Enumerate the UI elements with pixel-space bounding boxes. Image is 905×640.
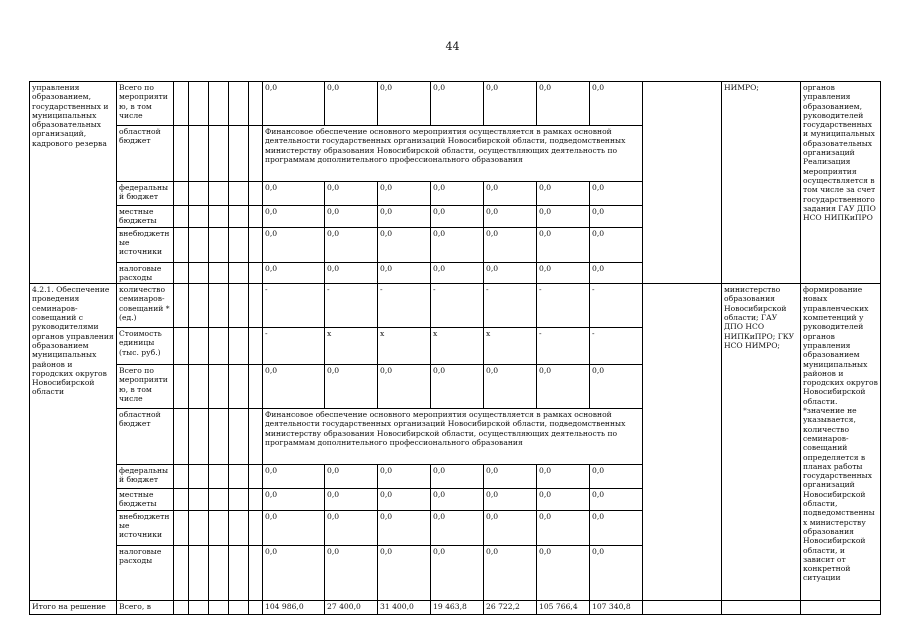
value-cell: - [537, 284, 590, 328]
blank-cell [174, 182, 189, 206]
value-cell: 0,0 [431, 489, 484, 511]
funding-source-label: местные бюджеты [117, 489, 174, 511]
blank-cell [229, 545, 249, 600]
blank-cell [229, 284, 249, 328]
funding-source-label: областной бюджет [117, 126, 174, 182]
blank-cell [189, 227, 209, 262]
table-row [30, 82, 881, 126]
program-table [29, 81, 881, 615]
value-cell: 0,0 [484, 510, 537, 545]
blank-cell [189, 182, 209, 206]
executor-cell: НИМРО; [722, 82, 801, 284]
value-cell: 0,0 [263, 365, 325, 409]
value-cell: - [484, 284, 537, 328]
total-value: 104 986,0 [263, 600, 325, 614]
blank-cell [229, 206, 249, 228]
funding-source-label: Всего по мероприятию, в том числе [117, 365, 174, 409]
value-cell: - [263, 284, 325, 328]
blank-cell [174, 262, 189, 284]
funding-source-label: областной бюджет [117, 409, 174, 465]
blank-cell [174, 365, 189, 409]
blank-cell [249, 545, 263, 600]
value-cell: - [263, 328, 325, 365]
blank-cell [249, 284, 263, 328]
funding-source-label: местные бюджеты [117, 206, 174, 228]
funding-note: Финансовое обеспечение основного мероприятия осуществляется в рамках основной деятельности государственных организаций Новосибирской области, подведомственных министерству образования Новосибирской области, осуществляющих деятельность по программам дополнительного профессионального образования [263, 126, 643, 182]
blank-cell [209, 465, 229, 489]
value-cell: 0,0 [590, 545, 643, 600]
blank-cell [229, 328, 249, 365]
value-cell: 0,0 [484, 227, 537, 262]
value-cell: 0,0 [590, 510, 643, 545]
value-cell: 0,0 [325, 262, 378, 284]
blank-cell [174, 82, 189, 126]
blank-cell [249, 82, 263, 126]
value-cell: 0,0 [590, 182, 643, 206]
value-cell: 0,0 [378, 489, 431, 511]
value-cell: 0,0 [537, 182, 590, 206]
blank-cell [209, 284, 229, 328]
value-cell: 0,0 [263, 227, 325, 262]
value-cell: 0,0 [484, 365, 537, 409]
value-cell: 0,0 [263, 545, 325, 600]
value-cell: 0,0 [431, 510, 484, 545]
blank-cell [229, 182, 249, 206]
value-cell: 0,0 [537, 365, 590, 409]
value-cell: 0,0 [263, 262, 325, 284]
value-cell: 0,0 [378, 365, 431, 409]
blank-cell [174, 409, 189, 465]
blank-cell [174, 126, 189, 182]
value-cell: - [537, 328, 590, 365]
value-cell: - [378, 284, 431, 328]
blank-cell [801, 600, 881, 614]
value-cell: 0,0 [378, 510, 431, 545]
value-cell: 0,0 [590, 365, 643, 409]
blank-cell [249, 262, 263, 284]
blank-cell [249, 365, 263, 409]
value-cell: - [431, 284, 484, 328]
value-cell: 0,0 [325, 465, 378, 489]
blank-cell [229, 600, 249, 614]
value-cell: 0,0 [484, 182, 537, 206]
value-cell: - [325, 284, 378, 328]
blank-cell [209, 365, 229, 409]
value-cell: 0,0 [431, 206, 484, 228]
value-cell: 0,0 [378, 545, 431, 600]
value-cell: 0,0 [484, 82, 537, 126]
value-cell: 0,0 [431, 227, 484, 262]
total-label: Всего, в [117, 600, 174, 614]
value-cell: 0,0 [431, 365, 484, 409]
blank-cell [209, 600, 229, 614]
blank-cell [249, 182, 263, 206]
value-cell: 0,0 [484, 206, 537, 228]
measure-name-cell: 4.2.1. Обеспечение проведения семинаров-совещаний с руководителями органов управления образованием муниципальных районов и городских округов Новосибирской области [30, 284, 117, 601]
blank-cell [229, 409, 249, 465]
funding-source-label: налоговые расходы [117, 545, 174, 600]
funding-source-label: Стоимость единицы (тыс. руб.) [117, 328, 174, 365]
table-body [30, 82, 881, 615]
blank-cell [209, 182, 229, 206]
value-cell: 0,0 [590, 262, 643, 284]
total-value: 31 400,0 [378, 600, 431, 614]
value-cell: 0,0 [484, 489, 537, 511]
blank-cell [209, 206, 229, 228]
blank-cell [249, 465, 263, 489]
funding-source-label: количество семинаров-совещаний *(ед.) [117, 284, 174, 328]
value-cell: - [590, 328, 643, 365]
blank-cell [643, 82, 722, 284]
result-cell: формирование новых управленческих компетенций у руководителей органов управления образованием муниципальных районов и городских округов Новосибирской области. *значение не указывается, количество семинаров-совещаний определяется в планах работы государственных организаций Новосибирской области, подведомственных министерству образования Новосибирской области, и зависит от конкретной ситуации [801, 284, 881, 601]
blank-cell [249, 206, 263, 228]
funding-source-label: внебюджетные источники [117, 510, 174, 545]
blank-cell [249, 227, 263, 262]
value-cell: 0,0 [537, 262, 590, 284]
blank-cell [189, 328, 209, 365]
value-cell: 0,0 [537, 465, 590, 489]
value-cell: 0,0 [325, 545, 378, 600]
blank-cell [229, 489, 249, 511]
blank-cell [174, 227, 189, 262]
value-cell: 0,0 [263, 465, 325, 489]
value-cell: 0,0 [590, 465, 643, 489]
value-cell: 0,0 [431, 82, 484, 126]
blank-cell [174, 206, 189, 228]
value-cell: x [325, 328, 378, 365]
value-cell: 0,0 [537, 206, 590, 228]
value-cell: 0,0 [484, 465, 537, 489]
blank-cell [209, 126, 229, 182]
blank-cell [189, 126, 209, 182]
blank-cell [229, 365, 249, 409]
blank-cell [249, 409, 263, 465]
blank-cell [209, 328, 229, 365]
blank-cell [189, 489, 209, 511]
blank-cell [174, 489, 189, 511]
blank-cell [174, 465, 189, 489]
blank-cell [229, 126, 249, 182]
value-cell: 0,0 [263, 489, 325, 511]
measure-name-cell: управления образованием, государственных и муниципальных образовательных организаций, кадрового резерва [30, 82, 117, 284]
value-cell: 0,0 [590, 489, 643, 511]
total-value: 26 722,2 [484, 600, 537, 614]
funding-source-label: Всего по мероприятию, в том числе [117, 82, 174, 126]
total-value: 19 463,8 [431, 600, 484, 614]
value-cell: 0,0 [325, 227, 378, 262]
value-cell: 0,0 [378, 227, 431, 262]
blank-cell [189, 465, 209, 489]
value-cell: 0,0 [263, 82, 325, 126]
value-cell: 0,0 [537, 510, 590, 545]
blank-cell [229, 465, 249, 489]
blank-cell [209, 409, 229, 465]
value-cell: 0,0 [431, 465, 484, 489]
value-cell: 0,0 [378, 182, 431, 206]
blank-cell [229, 510, 249, 545]
funding-note: Финансовое обеспечение основного мероприятия осуществляется в рамках основной деятельности государственных организаций Новосибирской области, подведомственных министерству образования Новосибирской области, осуществляющих деятельность по программам дополнительного профессионального образования [263, 409, 643, 465]
blank-cell [722, 600, 801, 614]
result-cell: органов управления образованием, руководителей государственных и муниципальных образовательных организаций Реализация мероприятия осуществляется в том числе за счет государственного задания ГАУ ДПО НСО НИПКиПРО [801, 82, 881, 284]
value-cell: 0,0 [484, 262, 537, 284]
value-cell: 0,0 [378, 82, 431, 126]
blank-cell [229, 227, 249, 262]
blank-cell [174, 510, 189, 545]
value-cell: 0,0 [590, 82, 643, 126]
value-cell: 0,0 [537, 489, 590, 511]
value-cell: 0,0 [378, 206, 431, 228]
blank-cell [189, 545, 209, 600]
blank-cell [229, 82, 249, 126]
value-cell: 0,0 [537, 82, 590, 126]
blank-cell [249, 328, 263, 365]
page-number: 44 [445, 40, 460, 53]
value-cell: 0,0 [484, 545, 537, 600]
executor-cell: министерство образования Новосибирской области; ГАУ ДПО НСО НИПКиПРО; ГКУ НСО НИМРО; [722, 284, 801, 601]
blank-cell [249, 510, 263, 545]
value-cell: 0,0 [325, 82, 378, 126]
value-cell: 0,0 [431, 545, 484, 600]
funding-source-label: федеральный бюджет [117, 465, 174, 489]
value-cell: 0,0 [537, 227, 590, 262]
value-cell: 0,0 [263, 510, 325, 545]
blank-cell [189, 82, 209, 126]
value-cell: 0,0 [590, 227, 643, 262]
blank-cell [189, 365, 209, 409]
value-cell: - [590, 284, 643, 328]
blank-cell [643, 284, 722, 601]
total-value: 107 340,8 [590, 600, 643, 614]
value-cell: 0,0 [263, 206, 325, 228]
blank-cell [209, 82, 229, 126]
blank-cell [174, 545, 189, 600]
value-cell: 0,0 [325, 510, 378, 545]
blank-cell [174, 328, 189, 365]
blank-cell [209, 510, 229, 545]
blank-cell [209, 545, 229, 600]
blank-cell [189, 600, 209, 614]
value-cell: 0,0 [431, 182, 484, 206]
blank-cell [643, 600, 722, 614]
blank-cell [189, 262, 209, 284]
blank-cell [229, 262, 249, 284]
blank-cell [189, 510, 209, 545]
value-cell: 0,0 [325, 489, 378, 511]
total-name: Итого на решение [30, 600, 117, 614]
blank-cell [189, 409, 209, 465]
blank-cell [249, 600, 263, 614]
value-cell: x [431, 328, 484, 365]
funding-source-label: федеральный бюджет [117, 182, 174, 206]
total-row [30, 600, 881, 614]
value-cell: x [378, 328, 431, 365]
blank-cell [249, 126, 263, 182]
blank-cell [174, 600, 189, 614]
blank-cell [209, 489, 229, 511]
blank-cell [249, 489, 263, 511]
total-value: 27 400,0 [325, 600, 378, 614]
value-cell: 0,0 [378, 465, 431, 489]
table-row [30, 284, 881, 328]
value-cell: 0,0 [378, 262, 431, 284]
value-cell: x [484, 328, 537, 365]
blank-cell [209, 227, 229, 262]
value-cell: 0,0 [263, 182, 325, 206]
value-cell: 0,0 [431, 262, 484, 284]
value-cell: 0,0 [590, 206, 643, 228]
blank-cell [174, 284, 189, 328]
value-cell: 0,0 [325, 365, 378, 409]
value-cell: 0,0 [325, 206, 378, 228]
value-cell: 0,0 [537, 545, 590, 600]
value-cell: 0,0 [325, 182, 378, 206]
blank-cell [189, 284, 209, 328]
blank-cell [209, 262, 229, 284]
funding-source-label: налоговые расходы [117, 262, 174, 284]
blank-cell [189, 206, 209, 228]
total-value: 105 766,4 [537, 600, 590, 614]
funding-source-label: внебюджетные источники [117, 227, 174, 262]
